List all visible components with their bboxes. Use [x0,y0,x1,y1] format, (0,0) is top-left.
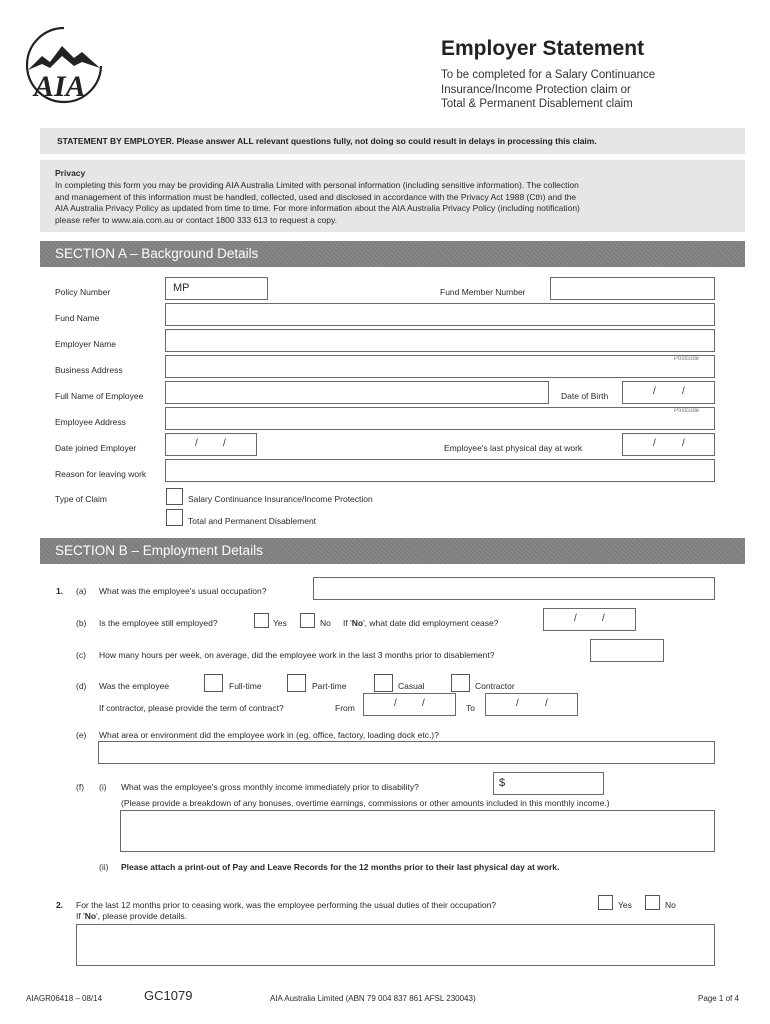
income-breakdown-input[interactable] [120,810,715,852]
part-time-checkbox[interactable] [287,674,306,692]
contract-from-input[interactable]: / / [363,693,456,716]
employee-postcode-label: Postcode [674,408,700,414]
last-day-input[interactable]: / / [622,433,715,456]
contractor-checkbox[interactable] [451,674,470,692]
logo-text: AIA [34,70,86,103]
still-employed-no-checkbox[interactable] [300,613,315,628]
fund-member-number-label: Fund Member Number [440,287,526,297]
q1a-label: What was the employee's usual occupation? [99,586,267,596]
business-address-input[interactable] [165,355,715,378]
policy-number-value: MP [173,282,190,294]
hours-per-week-input[interactable] [590,639,664,662]
q1b-letter: (b) [76,618,87,628]
contract-term-label: If contractor, please provide the term of contract? [99,703,284,713]
date-joined-input[interactable]: / / [165,433,257,456]
contractor-label: Contractor [475,681,515,691]
employer-name-label: Employer Name [55,339,116,349]
footer-page-number: Page 1 of 4 [698,994,739,1003]
income-breakdown-note: (Please provide a breakdown of any bonuses, overtime earnings, commissions or other amounts included in this monthly income.) [121,798,610,808]
fund-member-number-input[interactable] [550,277,715,300]
q2-details-label: If 'No', please provide details. [76,911,187,921]
fund-name-label: Fund Name [55,313,100,323]
usual-duties-yes-checkbox[interactable] [598,895,613,910]
footer-code: AIAGR06418 – 08/14 [26,994,103,1003]
q2-label: For the last 12 months prior to ceasing work, was the employee performing the usual duties of their occupation? [76,900,497,910]
currency-symbol: $ [499,777,506,789]
page-title: Employer Statement [441,37,645,60]
footer-form-id: GC1079 [144,988,193,1003]
contract-from-label: From [335,703,355,713]
last-day-label: Employee's last physical day at work [444,443,583,453]
still-employed-yes-label: Yes [273,618,287,628]
aia-logo [22,24,107,104]
still-employed-no-label: No [320,618,331,628]
fund-name-input[interactable] [165,303,715,326]
reason-label: Reason for leaving work [55,469,147,479]
q1f-ii-label: (ii) [99,862,109,872]
claim-sci-label: Salary Continuance Insurance/Income Protection [188,494,373,504]
casual-checkbox[interactable] [374,674,393,692]
employer-name-input[interactable] [165,329,715,352]
date-joined-label: Date joined Employer [55,443,137,453]
privacy-text: In completing this form you may be providing AIA Australia Limited with personal information (including sensitive information). The collection and management of this information must be handled, collected, used and disclosed in accordance with the Privacy Act 1988 (Cth) and the AIA Australia Privacy Policy as updated from time to time. For more information about the AIA Australia Privacy Policy (including notification) please refer to www.aia.com.au or contact 1800 333 613 to request a copy. [55,180,580,225]
footer-company: AIA Australia Limited (ABN 79 004 837 861 AFSL 230043) [270,994,476,1003]
q1e-label: What area or environment did the employee work in (eg. office, factory, loading dock etc.)? [99,730,439,740]
dob-label: Date of Birth [561,391,609,401]
employee-address-input[interactable] [165,407,715,430]
business-address-label: Business Address [55,365,123,375]
contract-to-label: To [466,703,475,713]
privacy-heading: Privacy [55,168,86,178]
type-of-claim-label: Type of Claim [55,494,107,504]
part-time-label: Part-time [312,681,347,691]
q1d-label: Was the employee [99,681,170,691]
statement-text: STATEMENT BY EMPLOYER. Please answer ALL relevant questions fully, not doing so could result in delays in processing this claim. [57,136,597,146]
policy-number-input[interactable] [165,277,268,300]
q1e-letter: (e) [76,730,87,740]
duties-details-input[interactable] [76,924,715,966]
q1a-letter: (a) [76,586,87,596]
usual-duties-no-checkbox[interactable] [645,895,660,910]
cease-date-label: If 'No', what date did employment cease? [343,618,499,628]
page-subtitle: To be completed for a Salary Continuance Insurance/Income Protection claim or Total & Permanent Disablement claim [441,69,656,110]
usual-duties-yes-label: Yes [618,900,632,910]
business-postcode-label: Postcode [674,356,700,362]
claim-tpd-label: Total and Permanent Disablement [188,516,317,526]
full-name-input[interactable] [165,381,549,404]
claim-sci-checkbox[interactable] [166,488,183,505]
q1-number: 1. [56,586,64,596]
q1c-label: How many hours per week, on average, did the employee work in the last 3 months prior to disablement? [99,650,495,660]
pay-records-instruction: Please attach a print-out of Pay and Leave Records for the 12 months prior to their last physical day at work. [121,862,560,872]
q1c-letter: (c) [76,650,86,660]
casual-label: Casual [398,681,425,691]
full-name-label: Full Name of Employee [55,391,144,401]
work-environment-input[interactable] [98,741,715,764]
q1f-i-label: (i) [99,782,107,792]
claim-tpd-checkbox[interactable] [166,509,183,526]
still-employed-yes-checkbox[interactable] [254,613,269,628]
q1f-label: What was the employee's gross monthly income immediately prior to disability? [121,782,419,792]
section-b-heading: SECTION B – Employment Details [40,538,745,564]
policy-number-label: Policy Number [55,287,111,297]
cease-date-input[interactable]: / / [543,608,636,631]
gross-income-input[interactable] [493,772,604,795]
q1d-letter: (d) [76,681,87,691]
reason-input[interactable] [165,459,715,482]
section-a-heading: SECTION A – Background Details [40,241,745,267]
occupation-input[interactable] [313,577,715,600]
q1b-label: Is the employee still employed? [99,618,218,628]
dob-input[interactable]: / / [622,381,715,404]
q1f-letter: (f) [76,782,85,792]
q2-number: 2. [56,900,64,910]
contract-to-input[interactable]: / / [485,693,578,716]
usual-duties-no-label: No [665,900,676,910]
employee-address-label: Employee Address [55,417,126,427]
full-time-label: Full-time [229,681,262,691]
full-time-checkbox[interactable] [204,674,223,692]
